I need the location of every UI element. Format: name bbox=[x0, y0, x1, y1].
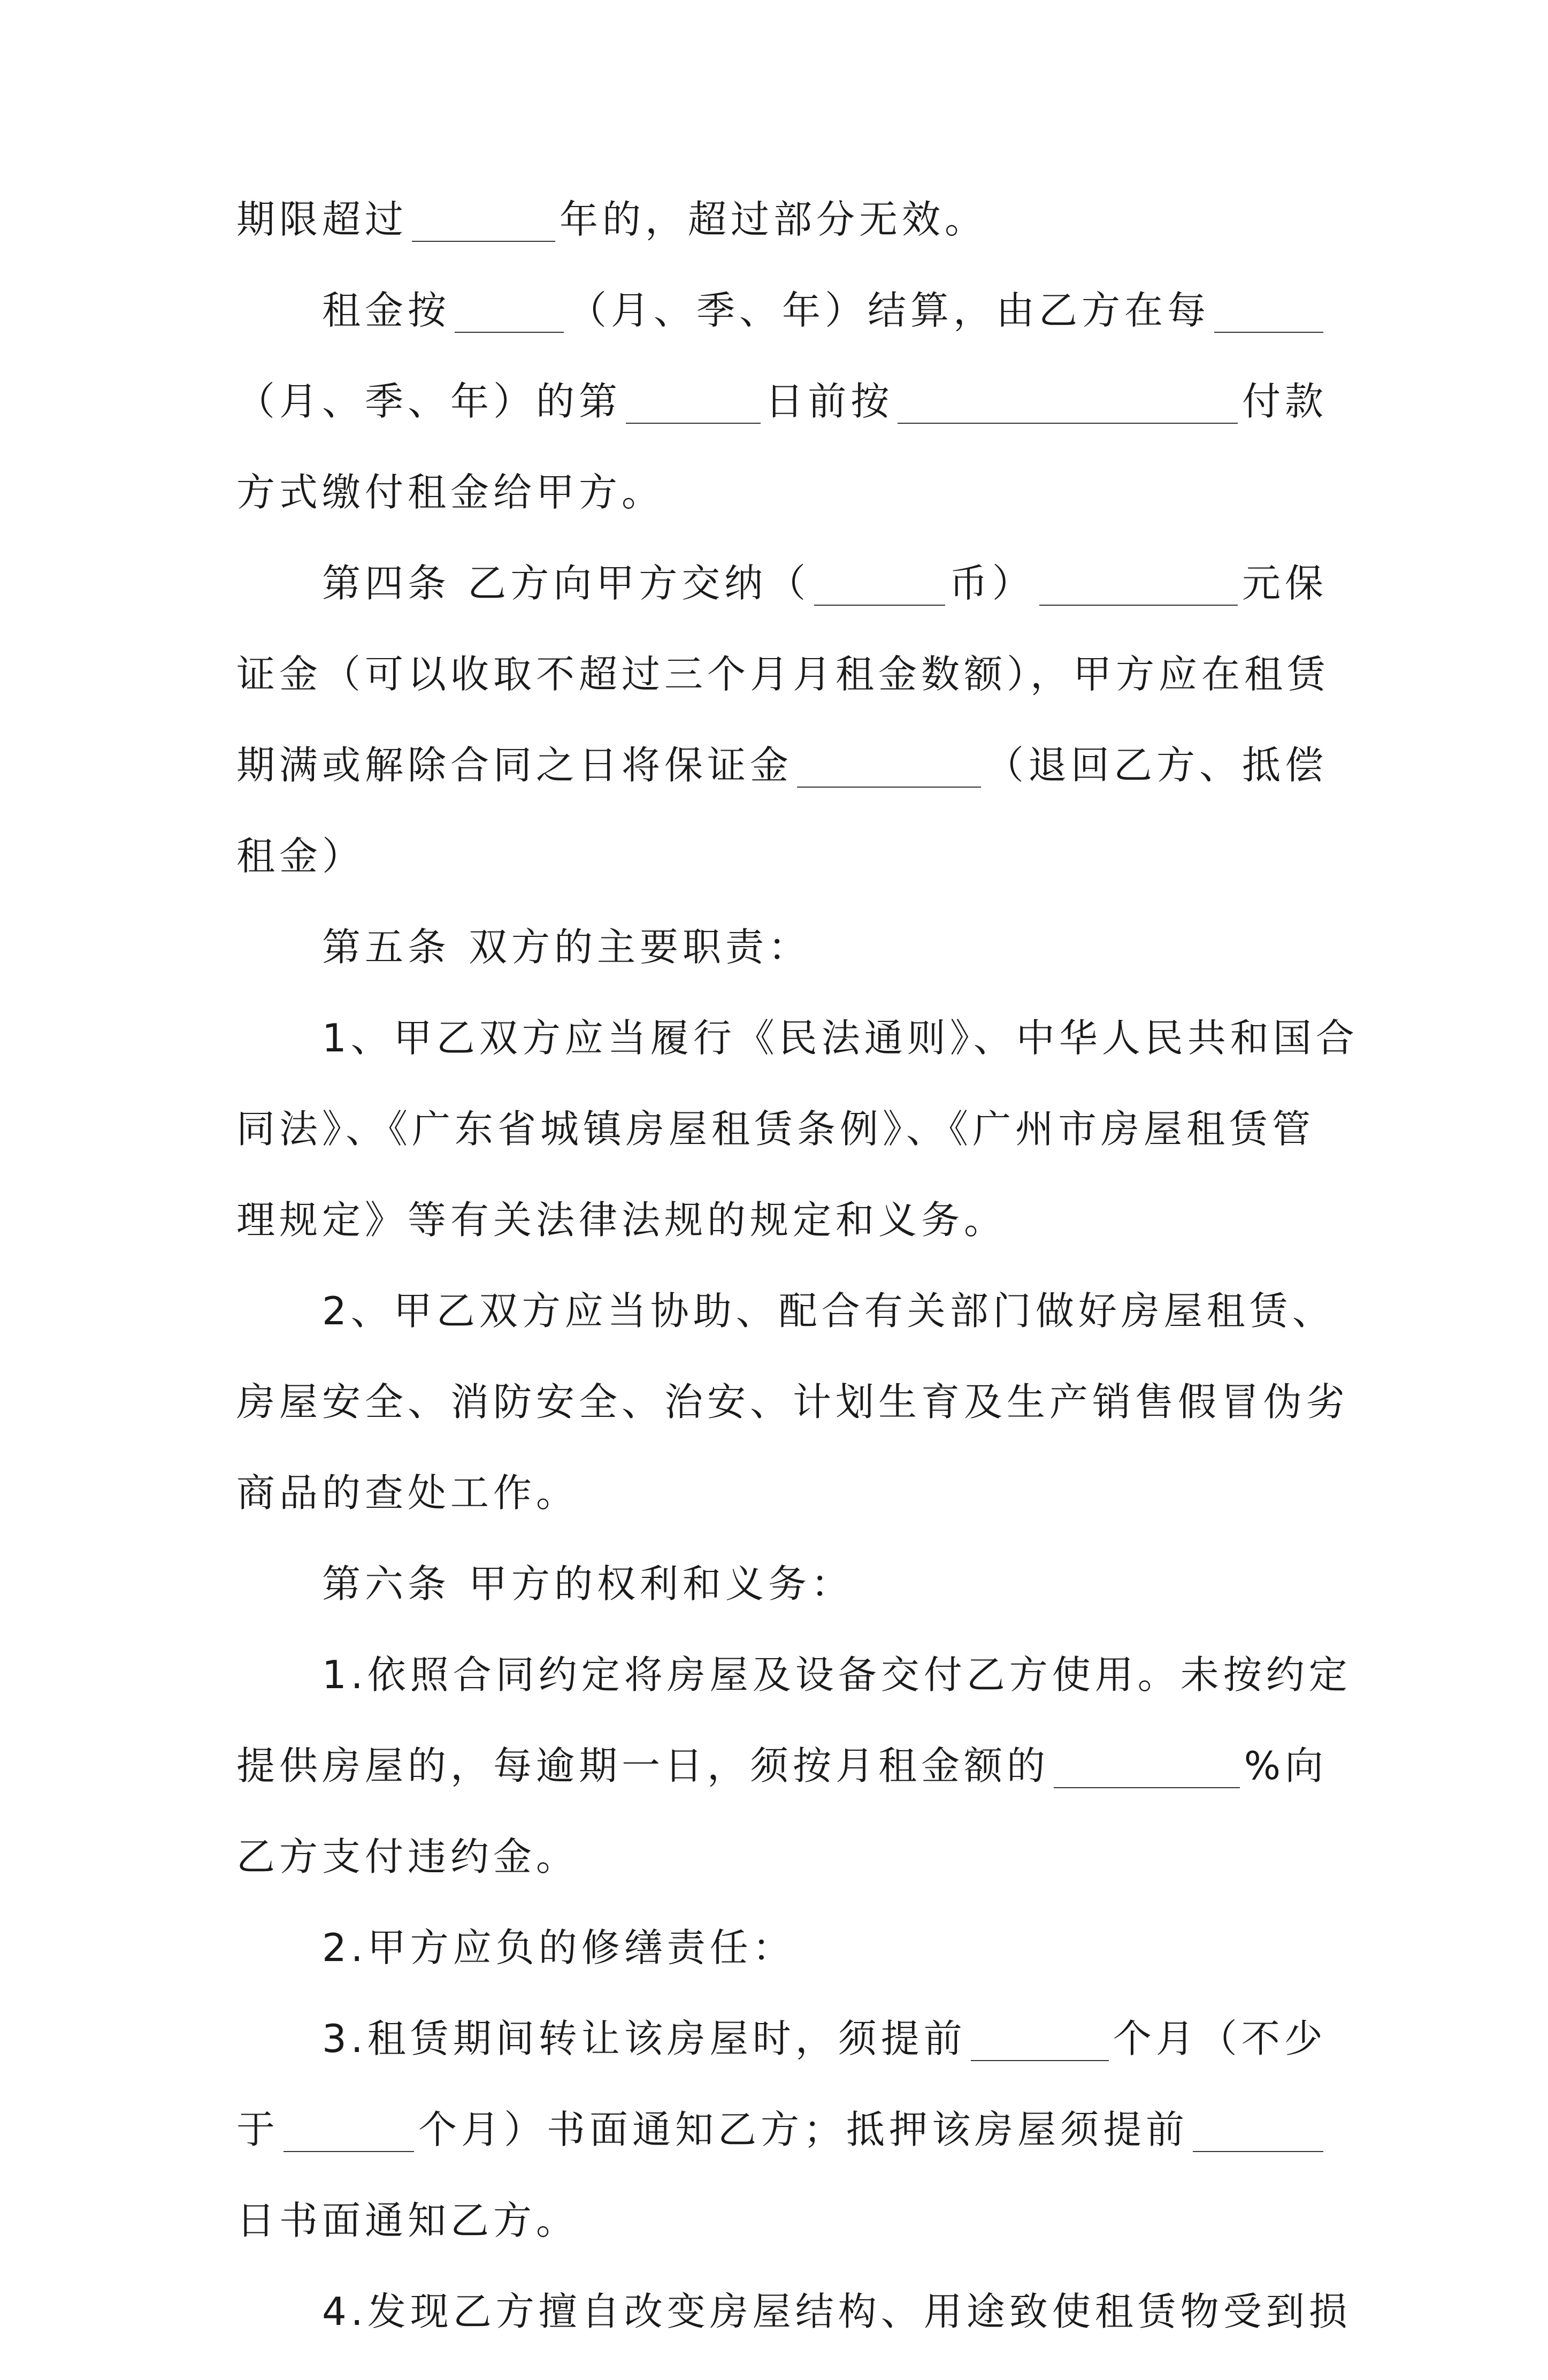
text-span: 期满或解除合同之日将保证金 bbox=[236, 743, 793, 788]
paragraph-line bbox=[236, 197, 1328, 242]
text-span: （退回乙方、抵偿 bbox=[985, 743, 1328, 788]
text-span: 币） bbox=[949, 561, 1035, 606]
paragraph-line bbox=[236, 1107, 1328, 1151]
article-heading: 第五条 bbox=[322, 925, 451, 970]
article-heading: 第六条 bbox=[322, 1561, 451, 1606]
paragraph-line bbox=[236, 379, 1328, 424]
fill-in-blank bbox=[626, 387, 761, 424]
text-span: 甲方的权利和义务： bbox=[469, 1561, 854, 1606]
paragraph-line bbox=[236, 1652, 1352, 1697]
text-span: 租金按 bbox=[322, 288, 451, 333]
paragraph-line bbox=[236, 1743, 1328, 1788]
paragraph-line bbox=[236, 2289, 1352, 2334]
paragraph-line bbox=[236, 470, 1328, 515]
text-span: 4.发现乙方擅自改变房屋结构、用途致使租赁物受到损 bbox=[322, 2289, 1352, 2334]
text-span: 期限超过 bbox=[236, 197, 408, 242]
fill-in-blank bbox=[412, 205, 555, 242]
text-span: 乙方向甲方交纳（ bbox=[468, 561, 810, 606]
text-span: 日书面通知乙方。 bbox=[236, 2198, 579, 2243]
paragraph-line bbox=[236, 834, 1328, 879]
text-span: 3.租赁期间转让该房屋时，须提前 bbox=[322, 2016, 967, 2061]
fill-in-blank bbox=[898, 387, 1238, 424]
paragraph-line bbox=[236, 288, 1328, 333]
paragraph-line bbox=[236, 1925, 1328, 1970]
paragraph-line bbox=[236, 1834, 1328, 1879]
text-span: 房屋安全、消防安全、治安、计划生育及生产销售假冒伪劣 bbox=[236, 1379, 1350, 1424]
fill-in-blank bbox=[1193, 2116, 1323, 2152]
paragraph-line bbox=[236, 925, 1328, 970]
text-span: 证金（可以收取不超过三个月月租金数额），甲方应在租赁 bbox=[236, 652, 1330, 697]
text-span: 年的，超过部分无效。 bbox=[560, 197, 988, 242]
text-span: 理规定》等有关法律法规的规定和义务。 bbox=[236, 1197, 1007, 1242]
paragraph-line bbox=[236, 1288, 1335, 1333]
text-span: 乙方支付违约金。 bbox=[236, 1834, 579, 1879]
text-span: 于 bbox=[236, 2107, 280, 2152]
fill-in-blank bbox=[1054, 1752, 1240, 1788]
text-span: （月、季、年）结算，由乙方在每 bbox=[568, 288, 1210, 333]
fill-in-blank bbox=[971, 2025, 1109, 2061]
paragraph-line bbox=[236, 1470, 1328, 1515]
text-span: 方式缴付租金给甲方。 bbox=[236, 470, 665, 515]
text-span: 1、甲乙双方应当履行《民法通则》、中华人民共和国合 bbox=[322, 1016, 1359, 1061]
text-span: 日前按 bbox=[765, 379, 894, 424]
paragraph-line bbox=[236, 1561, 1328, 1606]
fill-in-blank bbox=[814, 569, 945, 606]
fill-in-blank bbox=[1214, 296, 1323, 333]
fill-in-blank bbox=[283, 2116, 414, 2152]
text-span: 2、甲乙双方应当协助、配合有关部门做好房屋租赁、 bbox=[322, 1288, 1335, 1333]
paragraph-line bbox=[236, 561, 1328, 606]
text-span: 付款 bbox=[1242, 379, 1328, 424]
text-span: 双方的主要职责： bbox=[469, 925, 811, 970]
contract-text bbox=[236, 197, 1359, 2380]
paragraph-line bbox=[236, 652, 1328, 697]
paragraph-line bbox=[236, 2107, 1328, 2152]
paragraph-line bbox=[236, 2016, 1328, 2061]
text-span: 个月）书面通知乙方；抵押该房屋须提前 bbox=[418, 2107, 1189, 2152]
text-span: %向 bbox=[1244, 1743, 1328, 1788]
text-span: 2.甲方应负的修缮责任： bbox=[322, 1925, 795, 1970]
text-span: 提供房屋的，每逾期一日，须按月租金额的 bbox=[236, 1743, 1050, 1788]
text-span: 元保 bbox=[1242, 561, 1328, 606]
paragraph-line bbox=[236, 2198, 1328, 2243]
fill-in-blank bbox=[1039, 569, 1238, 606]
text-span: 商品的查处工作。 bbox=[236, 1470, 579, 1515]
fill-in-blank bbox=[797, 751, 981, 788]
text-span: 个月（不少 bbox=[1113, 2016, 1327, 2061]
text-span: 租金） bbox=[236, 834, 365, 879]
text-span: 1.依照合同约定将房屋及设备交付乙方使用。未按约定 bbox=[322, 1652, 1352, 1697]
text-span: 同法》、《广东省城镇房屋租赁条例》、《广州市房屋租赁管 bbox=[236, 1107, 1315, 1151]
paragraph-line bbox=[236, 1197, 1328, 1242]
text-span: （月、季、年）的第 bbox=[236, 379, 622, 424]
paragraph-line bbox=[236, 743, 1328, 788]
paragraph-line bbox=[236, 1016, 1359, 1061]
paragraph-line bbox=[236, 1379, 1350, 1424]
article-heading: 第四条 bbox=[322, 561, 451, 606]
fill-in-blank bbox=[455, 296, 564, 333]
